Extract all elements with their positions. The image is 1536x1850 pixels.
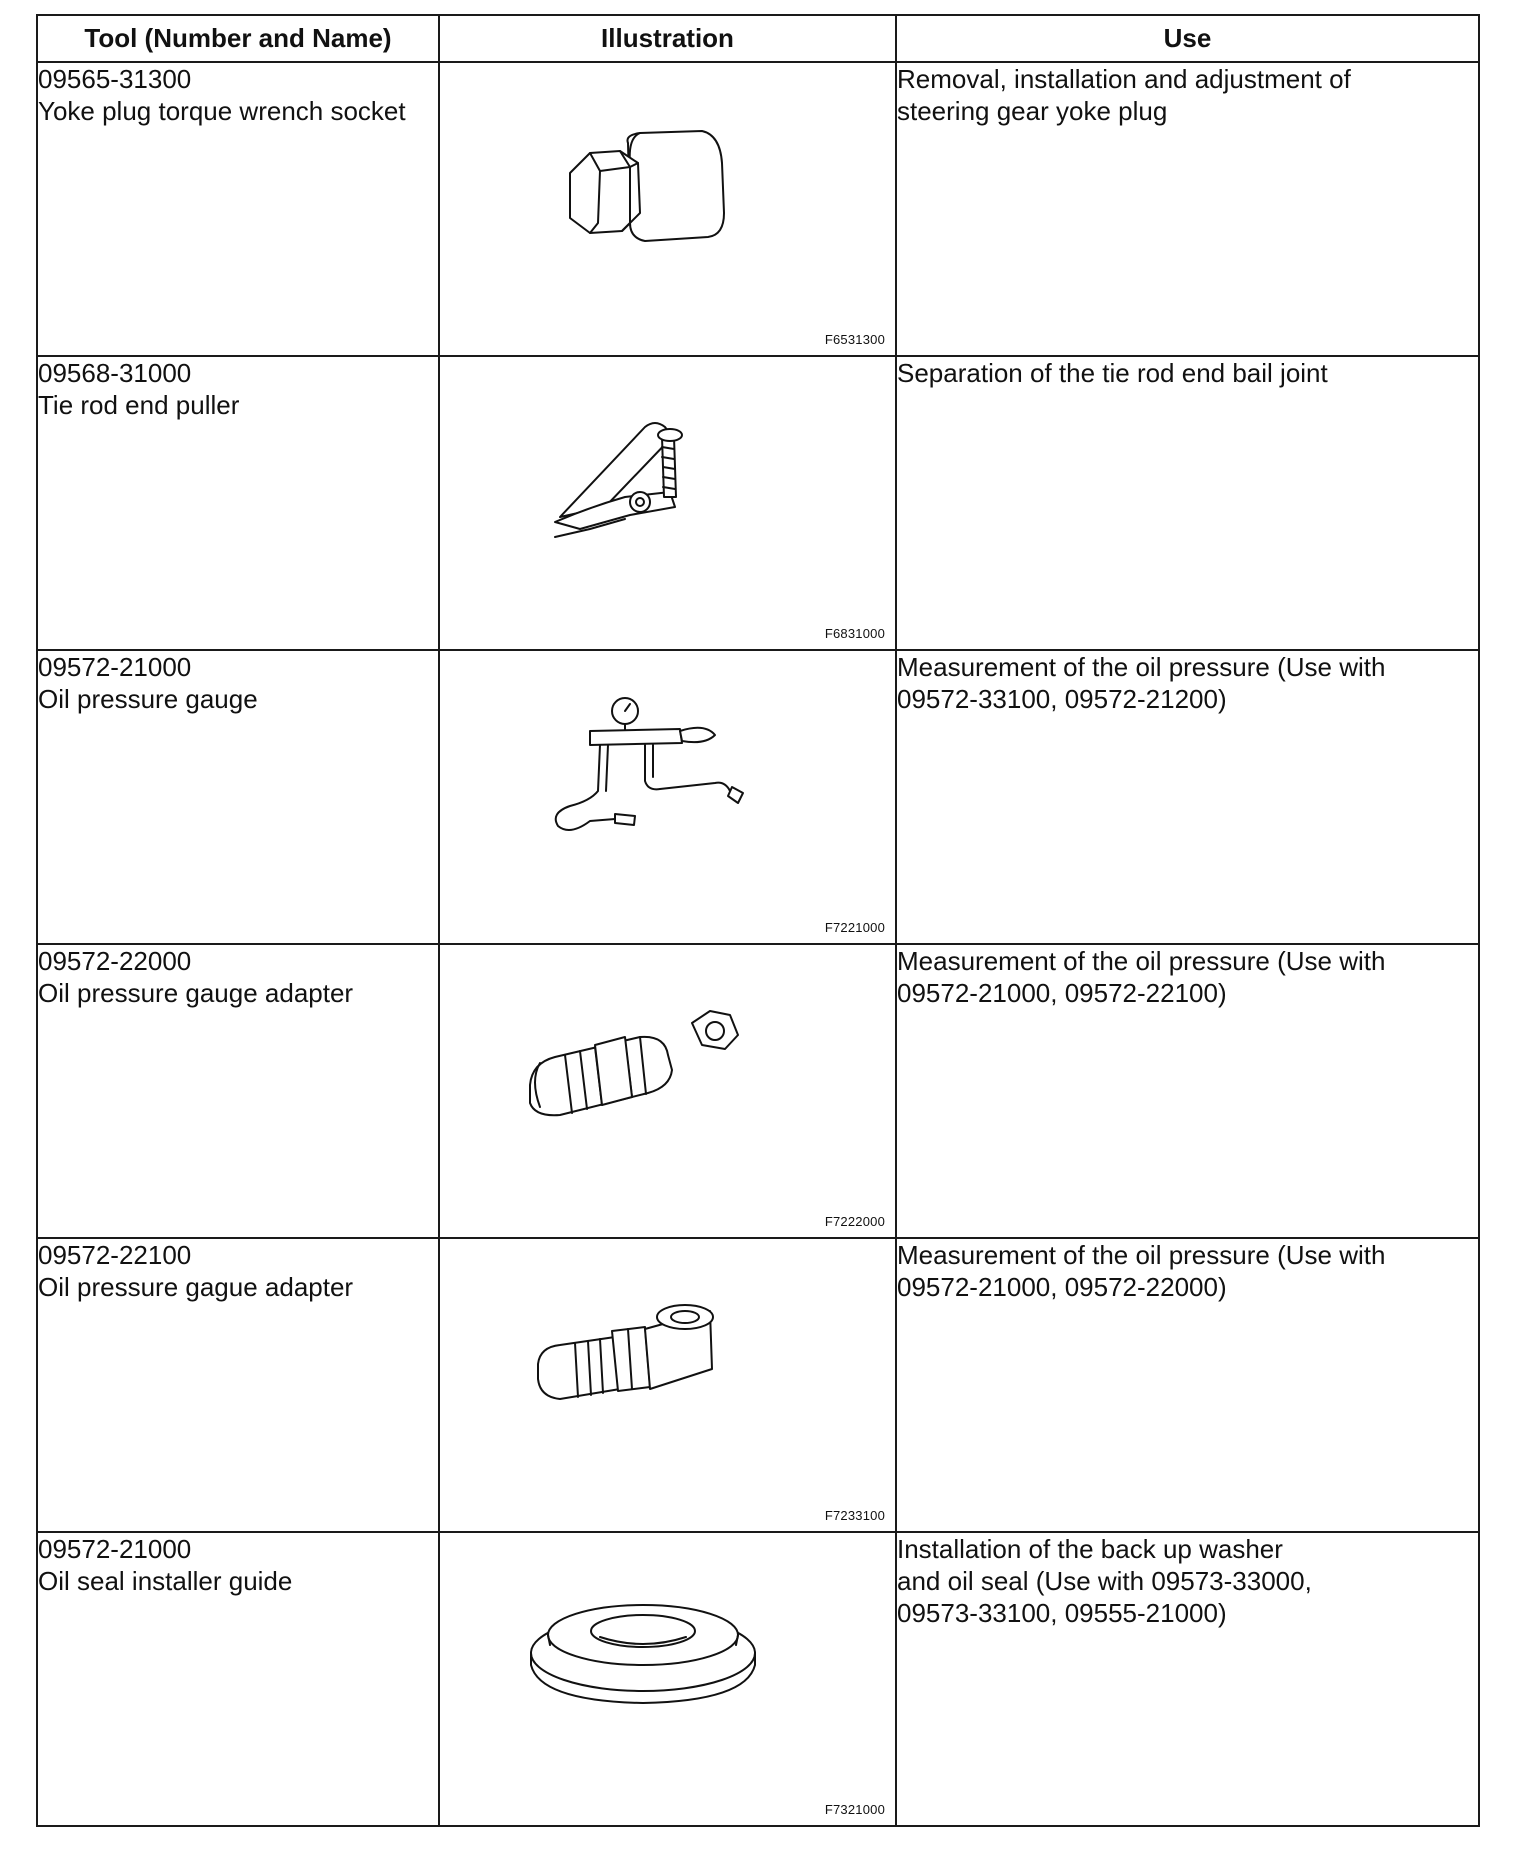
table-row <box>37 356 1479 650</box>
tool-cell <box>37 1532 439 1826</box>
banjo-adapter-icon <box>440 1239 895 1531</box>
tool-number: 09572-22100 <box>38 1240 192 1270</box>
tool-number: 09572-21000 <box>38 652 192 682</box>
tool-cell <box>37 650 439 944</box>
illustration-cell <box>439 356 896 650</box>
use-cell <box>896 62 1479 356</box>
use-text: Installation of the back up washer and oil seal (Use with 09573-33000, 09573-33100, 09555-21000) <box>897 1534 1312 1628</box>
figure-code: F7321000 <box>824 1802 885 1817</box>
table-header-row <box>37 15 1479 62</box>
special-tools-table <box>36 14 1480 1827</box>
illustration-cell <box>439 62 896 356</box>
figure-code: F7233100 <box>824 1508 885 1523</box>
table-row <box>37 650 1479 944</box>
table-row <box>37 1238 1479 1532</box>
tool-cell <box>37 944 439 1238</box>
puller-icon <box>440 357 895 649</box>
use-cell <box>896 650 1479 944</box>
tool-cell <box>37 1238 439 1532</box>
table-row <box>37 62 1479 356</box>
figure-code: F6831000 <box>824 626 885 641</box>
use-text: Measurement of the oil pressure (Use with 09572-33100, 09572-21200) <box>897 652 1386 714</box>
illustration-cell <box>439 1532 896 1826</box>
tool-number: 09568-31000 <box>38 358 192 388</box>
header-use: Use <box>896 15 1479 62</box>
tool-number: 09572-21000 <box>38 1534 192 1564</box>
socket-icon <box>440 63 895 355</box>
use-cell <box>896 1532 1479 1826</box>
use-text: Removal, installation and adjustment of steering gear yoke plug <box>897 64 1351 126</box>
use-cell <box>896 1238 1479 1532</box>
illustration-cell <box>439 650 896 944</box>
table-row <box>37 944 1479 1238</box>
header-illustration: Illustration <box>439 15 896 62</box>
illustration-cell <box>439 1238 896 1532</box>
threaded-adapter-icon <box>440 945 895 1237</box>
table-row <box>37 1532 1479 1826</box>
header-tool: Tool (Number and Name) <box>37 15 439 62</box>
tool-name: Oil pressure gague adapter <box>38 1272 354 1302</box>
use-text: Measurement of the oil pressure (Use with 09572-21000, 09572-22000) <box>897 1240 1386 1302</box>
use-text: Measurement of the oil pressure (Use with 09572-21000, 09572-22100) <box>897 946 1386 1008</box>
tool-number: 09572-22000 <box>38 946 192 976</box>
tool-number: 09565-31300 <box>38 64 192 94</box>
use-cell <box>896 356 1479 650</box>
tool-name: Oil pressure gauge <box>38 684 258 714</box>
tool-name: Yoke plug torque wrench socket <box>38 96 406 126</box>
illustration-cell <box>439 944 896 1238</box>
use-cell <box>896 944 1479 1238</box>
tool-name: Oil seal installer guide <box>38 1566 293 1596</box>
pressure-gauge-icon <box>440 651 895 943</box>
figure-code: F7222000 <box>824 1214 885 1229</box>
figure-code: F6531300 <box>824 332 885 347</box>
tool-name: Tie rod end puller <box>38 390 240 420</box>
tool-cell <box>37 62 439 356</box>
figure-code: F7221000 <box>824 920 885 935</box>
use-text: Separation of the tie rod end bail joint <box>897 358 1328 388</box>
tool-name: Oil pressure gauge adapter <box>38 978 354 1008</box>
tool-cell <box>37 356 439 650</box>
seal-guide-ring-icon <box>440 1533 895 1825</box>
